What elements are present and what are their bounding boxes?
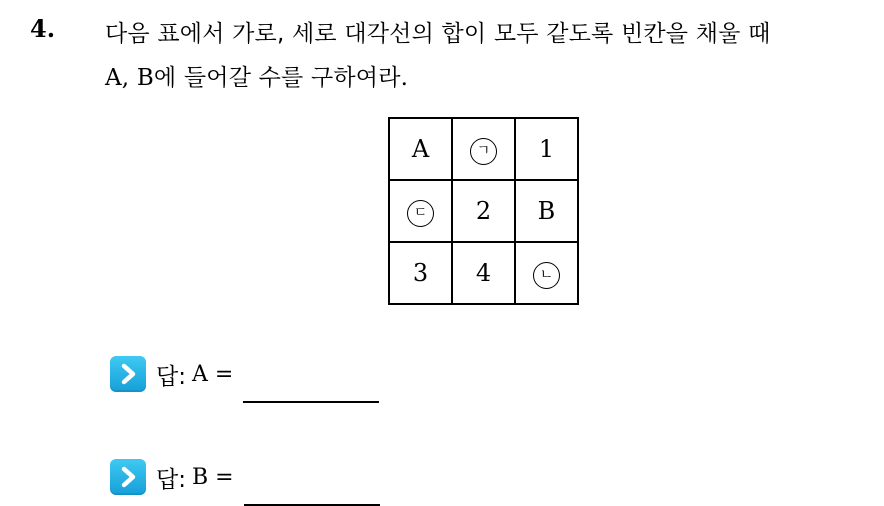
cell-circled-nieun xyxy=(515,242,578,304)
question-line-1: 다음 표에서 가로, 세로 대각선의 합이 모두 같도록 빈칸을 채울 때 xyxy=(105,21,771,47)
magic-square-table xyxy=(388,117,579,305)
table-row xyxy=(389,180,578,242)
circled-digeut: ㄷ xyxy=(407,200,434,227)
cell-text: 4 xyxy=(475,259,492,287)
cell-2 xyxy=(452,180,515,242)
question-number: 4. xyxy=(30,14,56,43)
answer-label: 답: xyxy=(156,363,186,390)
cell-b xyxy=(515,180,578,242)
table-row xyxy=(389,118,578,180)
cell-text: 1 xyxy=(538,135,555,163)
cell-1 xyxy=(515,118,578,180)
question-line-2: A, B에 들어갈 수를 구하여라. xyxy=(105,65,409,91)
answer-blank-a[interactable] xyxy=(243,373,379,403)
answer-label: 답: xyxy=(156,466,186,493)
answer-expression: A = xyxy=(191,361,234,387)
circled-nieun: ㄴ xyxy=(533,262,560,289)
cell-circled-digeut xyxy=(389,180,452,242)
answer-row-b xyxy=(110,457,380,497)
table-row xyxy=(389,242,578,304)
cell-3 xyxy=(389,242,452,304)
chevron-right-icon xyxy=(110,356,146,392)
cell-text: A xyxy=(411,135,430,163)
answer-expression: B = xyxy=(191,464,234,490)
cell-text: 3 xyxy=(412,259,429,287)
cell-circled-giyeok xyxy=(452,118,515,180)
cell-text: 2 xyxy=(475,197,492,225)
answer-row-a xyxy=(110,354,379,394)
cell-4 xyxy=(452,242,515,304)
cell-a xyxy=(389,118,452,180)
chevron-right-icon xyxy=(110,459,146,495)
circled-giyeok: ㄱ xyxy=(470,138,497,165)
cell-text: B xyxy=(537,197,556,225)
question-text xyxy=(105,12,875,100)
